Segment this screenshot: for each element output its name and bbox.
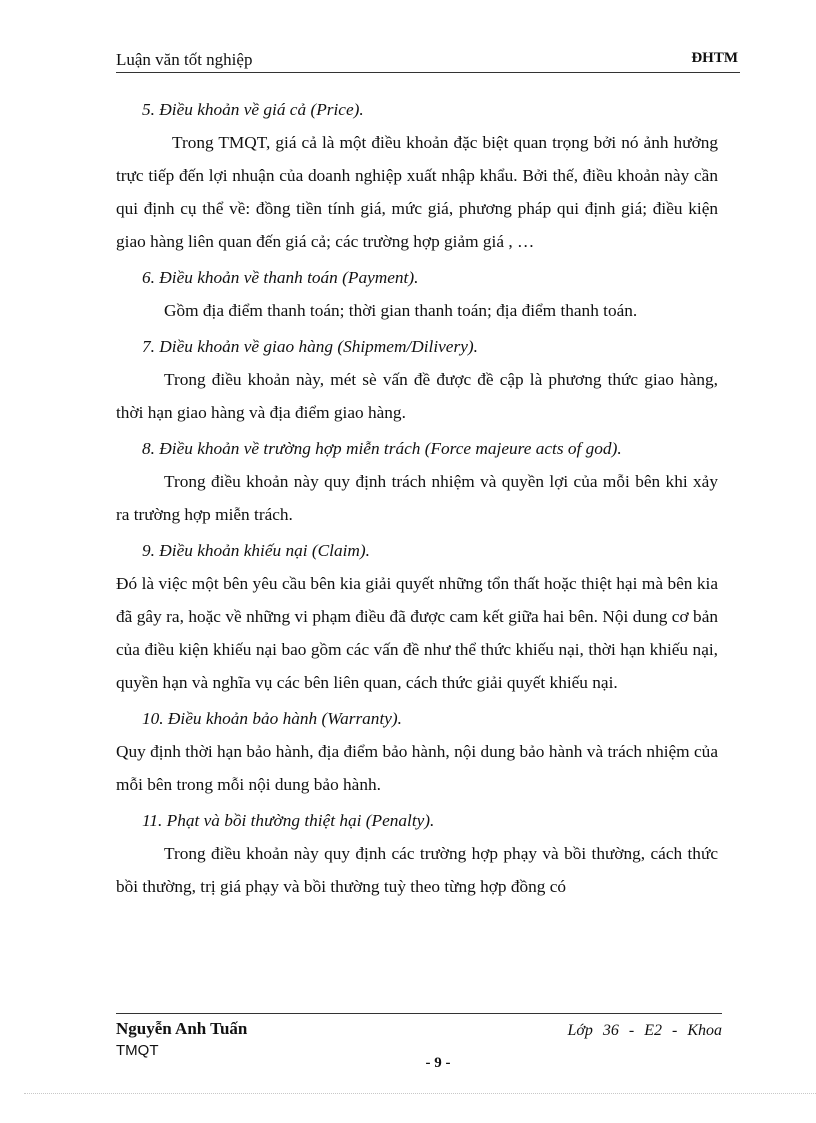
footer-class-cont: TMQT [116, 1042, 159, 1059]
paragraph: Quy định thời hạn bảo hành, địa điểm bảo hành, nội dung bảo hành và trách nhiệm của mỗi bên trong mỗi nội dung bảo hành. [116, 742, 718, 794]
paragraph: Gồm địa điểm thanh toán; thời gian thanh toán; địa điểm thanh toán. [164, 301, 638, 320]
page-footer [116, 1013, 722, 1059]
paragraph: Đó là việc một bên yêu cầu bên kia giải quyết những tổn thất hoặc thiệt hại mà bên kia đã gây ra, hoặc về những vi phạm điều đã được cam kết giữa hai bên. Nội dung cơ bản của điều kiện khiếu nại bao gồm các vấn đề như thể thức khiếu nại, thời hạn khiếu nại, quyền hạn và nghĩa vụ các bên liên quan, cách thức giải quyết khiếu nại. [116, 574, 718, 692]
paragraph: Trong điều khoản này quy định các trường hợp phạy và bồi thường, cách thức bồi thường, trị giá phạy và bồi thường tuỳ theo từng hợp đồng có [116, 844, 718, 896]
section-heading-5: 5. Điều khoản về giá cả (Price). [142, 100, 364, 119]
page-number: - 9 - [425, 1055, 451, 1071]
footer-author: Nguyễn Anh Tuấn [116, 1019, 248, 1038]
section-heading-6: 6. Điều khoản về thanh toán (Payment). [142, 268, 419, 287]
header-org: ĐHTM [691, 50, 738, 66]
section-heading-8: 8. Điều khoản về trường hợp miễn trách (Force majeure acts of god). [142, 439, 622, 458]
section-heading-10: 10. Điều khoản bảo hành (Warranty). [142, 709, 402, 728]
section-heading-9: 9. Điều khoản khiếu nại (Claim). [142, 541, 370, 560]
header-title: Luận văn tốt nghiệp [116, 50, 253, 69]
page-header [116, 48, 740, 73]
section-heading-7: 7. Diều khoản về giao hàng (Shipmem/Dilivery). [142, 337, 478, 356]
paragraph: Trong TMQT, giá cả là một điều khoản đặc biệt quan trọng bởi nó ảnh hưởng trực tiếp đến lợi nhuận của doanh nghiệp xuất nhập khẩu. Bởi thế, điều khoản này cần qui định cụ thể về: đồng tiền tính giá, mức giá, phương pháp qui định giá; điều kiện giao hàng liên quan đến giá cả; các trường hợp giảm giá , … [116, 133, 718, 251]
paragraph: Trong điều khoản này, mét sè vấn đề được đề cập là phương thức giao hàng, thời hạn giao hàng và địa điểm giao hàng. [116, 370, 718, 422]
document-body [116, 90, 718, 903]
paragraph: Trong điều khoản này quy định trách nhiệm và quyền lợi của mỗi bên khi xảy ra trường hợp miễn trách. [116, 472, 718, 524]
footer-class: Lớp 36 - E2 - Khoa [567, 1022, 722, 1039]
section-heading-11: 11. Phạt và bồi thường thiệt hại (Penalty). [142, 811, 435, 830]
page-edge-divider [24, 1093, 816, 1094]
